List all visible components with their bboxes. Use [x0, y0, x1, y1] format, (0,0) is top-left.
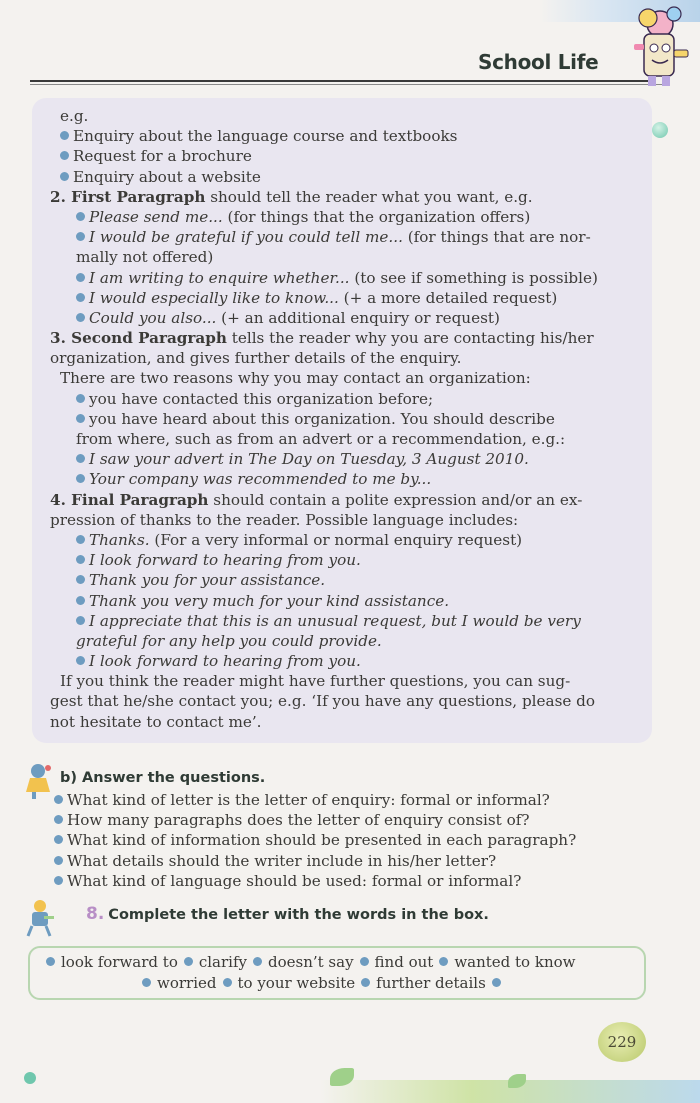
question-item: [54, 810, 660, 830]
text-run: 2. First Paragraph: [50, 187, 206, 206]
text-line: [50, 510, 645, 530]
question-text: What details should the writer include in his/her letter?: [67, 851, 497, 870]
task-heading: [86, 904, 489, 924]
word-box: [28, 946, 646, 1000]
text-run: There are two reasons why you may contact an organization:: [60, 369, 531, 388]
text-run: Thank you for your assistance.: [89, 571, 326, 590]
header-rule-thin: [30, 84, 670, 85]
questions-list: [40, 790, 660, 891]
text-run: (to see if something is possible): [349, 268, 598, 287]
text-run: I would especially like to know...: [89, 288, 339, 307]
text-run: I would be grateful if you could tell me...: [89, 228, 403, 247]
text-line: [50, 530, 645, 550]
bullet-icon: [76, 394, 85, 403]
text-run: Thank you very much for your kind assistance.: [89, 591, 450, 610]
text-line: [50, 409, 645, 429]
text-run: you have heard about this organization. You should describe: [89, 409, 555, 428]
text-run: should contain a polite expression and/or an ex-: [208, 490, 583, 509]
text-run: (For a very informal or normal enquiry request): [149, 530, 523, 549]
text-line: [50, 570, 645, 590]
text-line: [50, 591, 645, 611]
text-line: [50, 187, 645, 207]
text-line: [50, 106, 645, 126]
text-line: [50, 328, 645, 348]
task-instruction: Complete the letter with the words in the box.: [108, 907, 489, 923]
cartoon-mascot-icon: [614, 4, 698, 90]
bullet-icon: [76, 273, 85, 282]
text-run: If you think the reader might have further questions, you can sug-: [60, 672, 571, 691]
word-box-row-1: [40, 953, 575, 971]
text-run: Enquiry about a website: [73, 167, 261, 186]
bullet-icon: [54, 795, 63, 804]
bullet-icon: [60, 151, 69, 160]
text-run: Please send me...: [89, 207, 223, 226]
text-run: Could you also...: [89, 308, 217, 327]
bullet-icon: [76, 474, 85, 483]
question-text: What kind of information should be presented in each paragraph?: [67, 831, 577, 850]
writing-figure-icon: [26, 898, 56, 938]
bullet-icon: [46, 957, 55, 966]
text-line: [50, 227, 645, 247]
bullet-icon: [361, 978, 370, 987]
bullet-icon: [76, 212, 85, 221]
text-line: [50, 469, 645, 489]
text-run: Your company was recommended to me by...: [89, 470, 432, 489]
text-line: [50, 146, 645, 166]
text-run: pression of thanks to the reader. Possible language includes:: [50, 510, 519, 529]
bullet-icon: [76, 313, 85, 322]
text-line: [50, 288, 645, 308]
text-line: [50, 126, 645, 146]
questions-section: [40, 766, 660, 891]
text-run: e.g.: [60, 107, 89, 125]
question-item: [54, 851, 660, 871]
text-run: I look forward to hearing from you.: [89, 551, 361, 570]
bullet-icon: [54, 856, 63, 865]
text-line: [50, 550, 645, 570]
text-line: [50, 348, 645, 368]
text-run: organization, and gives further details of the enquiry.: [50, 349, 462, 368]
question-text: What kind of language should be used: formal or informal?: [67, 871, 522, 890]
text-line: [50, 429, 645, 449]
decor-dot: [652, 122, 668, 138]
bullet-icon: [76, 414, 85, 423]
word-option: find out: [374, 953, 434, 971]
text-line: [50, 308, 645, 328]
bullet-icon: [184, 957, 193, 966]
text-run: gest that he/she contact you; e.g. ‘If you have any questions, please do: [50, 692, 596, 711]
text-line: [50, 207, 645, 227]
decor-dot-bottom: [24, 1072, 36, 1084]
text-run: (+ an additional enquiry or request): [216, 308, 500, 327]
text-run: mally not offered): [76, 248, 214, 267]
bullet-icon: [76, 535, 85, 544]
word-option: look forward to: [61, 953, 178, 971]
text-line: [50, 671, 645, 691]
bullet-icon: [360, 957, 369, 966]
bullet-icon: [76, 454, 85, 463]
questions-heading: b) Answer the questions.: [60, 770, 266, 786]
bullet-icon: [223, 978, 232, 987]
question-item: [54, 790, 660, 810]
text-run: I saw your advert in The Day on Tuesday, 3 August 2010.: [89, 450, 529, 469]
text-run: (+ a more detailed request): [338, 288, 558, 307]
word-option: wanted to know: [454, 953, 576, 971]
text-line: [50, 611, 645, 631]
text-run: not hesitate to contact me’.: [50, 712, 262, 731]
text-run: I look forward to hearing from you.: [89, 652, 361, 671]
text-run: I appreciate that this is an unusual request, but I would be very: [89, 611, 581, 630]
text-run: tells the reader why you are contacting his/her: [226, 329, 594, 348]
bullet-icon: [253, 957, 262, 966]
text-line: [50, 368, 645, 388]
bullet-icon: [60, 172, 69, 181]
word-option: clarify: [198, 953, 247, 971]
section-title: School Life: [478, 50, 599, 74]
word-option: worried: [157, 974, 217, 992]
word-option: further details: [376, 974, 486, 992]
text-line: [50, 247, 645, 267]
text-line: [50, 389, 645, 409]
bullet-icon: [76, 232, 85, 241]
bullet-icon: [54, 815, 63, 824]
page-number: 229: [598, 1022, 646, 1062]
bullet-icon: [76, 575, 85, 584]
bullet-icon: [60, 131, 69, 140]
guidelines-text: [50, 106, 645, 732]
bullet-icon: [142, 978, 151, 987]
text-line: [50, 651, 645, 671]
bullet-icon: [54, 835, 63, 844]
text-line: [50, 631, 645, 651]
text-run: Thanks.: [89, 530, 150, 549]
text-line: [50, 490, 645, 510]
text-run: should tell the reader what you want, e.g.: [205, 187, 533, 206]
bullet-icon: [76, 596, 85, 605]
bullet-icon: [492, 978, 501, 987]
text-run: (for things that the organization offers): [222, 207, 531, 226]
bullet-icon: [76, 656, 85, 665]
question-text: How many paragraphs does the letter of enquiry consist of?: [67, 811, 530, 830]
text-run: you have contacted this organization before;: [89, 389, 434, 408]
text-line: [50, 268, 645, 288]
text-run: 3. Second Paragraph: [50, 329, 227, 348]
text-run: 4. Final Paragraph: [50, 490, 209, 509]
text-run: grateful for any help you could provide.: [76, 631, 382, 650]
text-run: (for things that are nor-: [402, 228, 591, 247]
text-run: Request for a brochure: [73, 147, 252, 166]
question-item: [54, 871, 660, 891]
text-line: [50, 167, 645, 187]
text-line: [50, 712, 645, 732]
bullet-icon: [76, 616, 85, 625]
text-line: [50, 449, 645, 469]
bullet-icon: [76, 555, 85, 564]
question-text: What kind of letter is the letter of enquiry: formal or informal?: [67, 791, 550, 809]
bullet-icon: [439, 957, 448, 966]
text-run: Enquiry about the language course and textbooks: [73, 127, 458, 146]
bullet-icon: [54, 876, 63, 885]
task-number: 8.: [86, 904, 105, 924]
header-rule: [30, 80, 650, 82]
text-run: I am writing to enquire whether...: [89, 268, 350, 287]
text-run: from where, such as from an advert or a recommendation, e.g.:: [76, 430, 566, 448]
question-item: [54, 830, 660, 850]
word-option: to your website: [237, 974, 356, 992]
word-option: doesn’t say: [268, 953, 354, 971]
text-line: [50, 691, 645, 711]
bullet-icon: [76, 293, 85, 302]
word-box-row-2: [136, 974, 507, 992]
